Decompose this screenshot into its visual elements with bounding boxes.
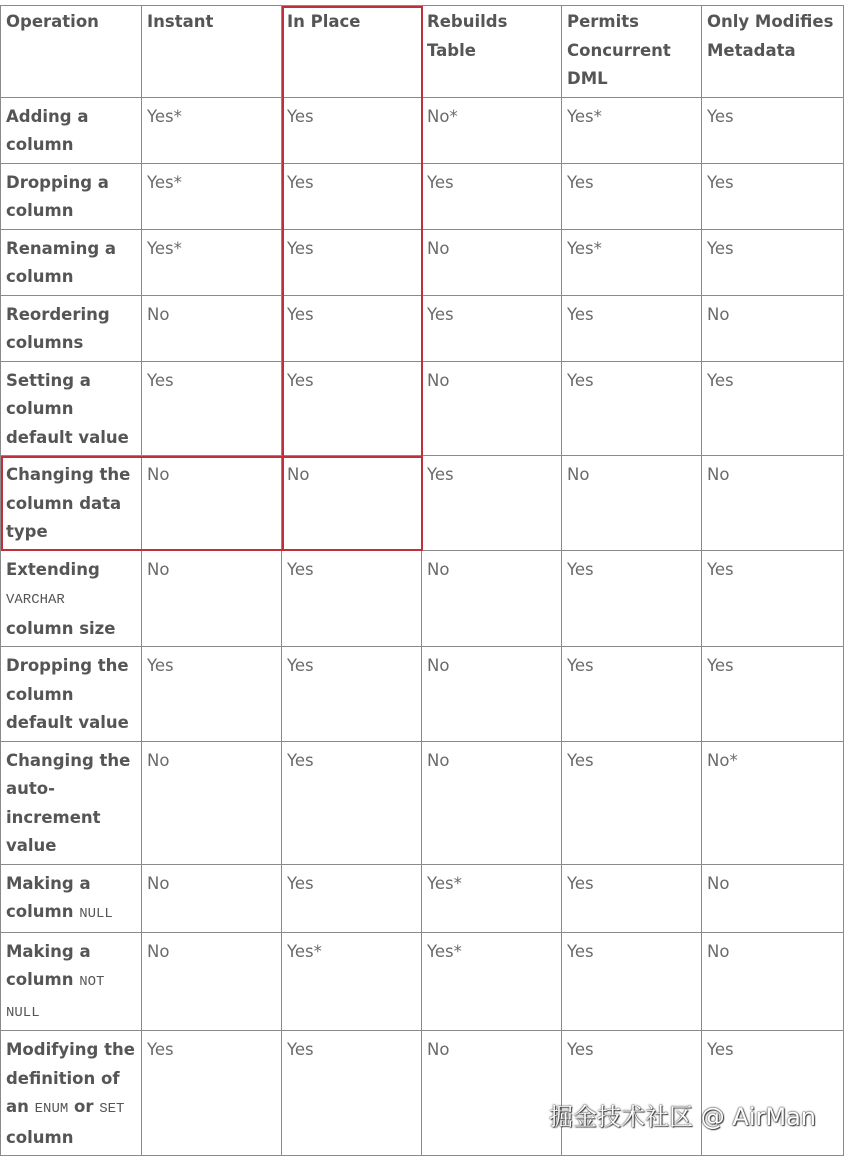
table-row — [1, 456, 844, 551]
operation-text: Renaming a column — [6, 238, 117, 286]
table-header — [1, 6, 844, 98]
operation-cell — [1, 550, 142, 647]
value-cell: Yes — [282, 741, 422, 864]
column-header: Instant — [142, 6, 282, 98]
value-cell: Yes* — [562, 97, 702, 163]
operation-text: or — [68, 1097, 100, 1116]
value-cell: No — [702, 932, 844, 1031]
operation-text: Changing the auto-increment value — [6, 750, 131, 855]
table-row — [1, 163, 844, 229]
value-cell: Yes — [282, 1031, 422, 1156]
value-cell: Yes — [282, 229, 422, 295]
operation-text: Making a column — [6, 941, 91, 989]
code-keyword: SET — [99, 1101, 125, 1117]
value-cell: Yes — [562, 1031, 702, 1156]
operation-text: Changing the column data type — [6, 465, 131, 541]
value-cell: Yes — [282, 361, 422, 456]
value-cell: Yes — [562, 361, 702, 456]
value-cell: No — [702, 456, 844, 551]
value-cell: Yes* — [422, 932, 562, 1031]
value-cell: No — [562, 456, 702, 551]
value-cell: Yes* — [142, 97, 282, 163]
value-cell: Yes* — [562, 229, 702, 295]
value-cell: Yes — [282, 163, 422, 229]
table-row — [1, 932, 844, 1031]
column-header: Operation — [1, 6, 142, 98]
value-cell: Yes — [702, 163, 844, 229]
operation-cell — [1, 741, 142, 864]
value-cell: Yes* — [142, 163, 282, 229]
operation-cell — [1, 932, 142, 1031]
operation-cell — [1, 456, 142, 551]
operation-cell — [1, 864, 142, 932]
value-cell: No* — [702, 741, 844, 864]
table-row — [1, 229, 844, 295]
operation-text: Dropping a column — [6, 172, 109, 220]
value-cell: Yes — [702, 1031, 844, 1156]
operation-text: Reordering columns — [6, 304, 110, 352]
header-row — [1, 6, 844, 98]
value-cell: Yes — [142, 1031, 282, 1156]
table-row — [1, 97, 844, 163]
operation-cell — [1, 229, 142, 295]
watermark: 掘金技术社区 @ AirMan — [549, 1103, 816, 1131]
operation-cell — [1, 163, 142, 229]
value-cell: Yes — [562, 550, 702, 647]
value-cell: Yes — [422, 295, 562, 361]
value-cell: Yes* — [282, 932, 422, 1031]
value-cell: No — [422, 229, 562, 295]
value-cell: Yes — [282, 864, 422, 932]
value-cell: Yes — [282, 647, 422, 742]
value-cell: No — [422, 550, 562, 647]
operation-text: Making a column — [6, 873, 91, 921]
value-cell: Yes — [702, 647, 844, 742]
table-row — [1, 741, 844, 864]
column-header: In Place — [282, 6, 422, 98]
value-cell: No* — [422, 97, 562, 163]
code-keyword: ENUM — [34, 1101, 69, 1117]
table-row — [1, 361, 844, 456]
value-cell: No — [422, 361, 562, 456]
code-keyword: VARCHAR — [6, 592, 65, 608]
operation-text: column size — [6, 618, 116, 638]
operation-cell — [1, 647, 142, 742]
table-row — [1, 647, 844, 742]
operations-table — [0, 5, 844, 1156]
operation-text: Modifying the definition of an — [6, 1040, 135, 1116]
value-cell: No — [422, 1031, 562, 1156]
table-row — [1, 1031, 844, 1156]
value-cell: Yes — [562, 741, 702, 864]
value-cell: Yes* — [142, 229, 282, 295]
value-cell: Yes — [702, 361, 844, 456]
operation-cell — [1, 1031, 142, 1156]
operation-text: Adding a column — [6, 106, 89, 154]
code-keyword: NULL — [79, 906, 113, 922]
value-cell: Yes — [282, 295, 422, 361]
operation-cell — [1, 97, 142, 163]
value-cell: Yes — [422, 456, 562, 551]
value-cell: Yes — [562, 163, 702, 229]
column-header: Rebuilds Table — [422, 6, 562, 98]
value-cell: No — [422, 741, 562, 864]
value-cell: No — [702, 864, 844, 932]
value-cell: Yes — [282, 550, 422, 647]
operation-text: Setting a column default value — [6, 370, 129, 447]
value-cell: Yes — [562, 647, 702, 742]
value-cell: No — [142, 295, 282, 361]
value-cell: Yes* — [422, 864, 562, 932]
value-cell: No — [142, 741, 282, 864]
column-header: Permits Concurrent DML — [562, 6, 702, 98]
value-cell: Yes — [142, 647, 282, 742]
value-cell: Yes — [702, 550, 844, 647]
value-cell: Yes — [422, 163, 562, 229]
value-cell: Yes — [142, 361, 282, 456]
value-cell: No — [142, 550, 282, 647]
value-cell: Yes — [282, 97, 422, 163]
table-body — [1, 97, 844, 1156]
value-cell: Yes — [562, 864, 702, 932]
table-row — [1, 295, 844, 361]
code-keyword: NOT NULL — [6, 974, 105, 1021]
value-cell: No — [422, 647, 562, 742]
operation-text: Dropping the column default value — [6, 656, 129, 732]
value-cell: No — [282, 456, 422, 551]
table-row — [1, 864, 844, 932]
value-cell: Yes — [562, 295, 702, 361]
value-cell: No — [142, 456, 282, 551]
operation-text: Extending — [6, 559, 100, 579]
value-cell: Yes — [562, 932, 702, 1031]
value-cell: Yes — [702, 229, 844, 295]
value-cell: No — [142, 932, 282, 1031]
table-row — [1, 550, 844, 647]
value-cell: Yes — [702, 97, 844, 163]
operation-cell — [1, 361, 142, 456]
operation-text: column — [6, 1127, 74, 1147]
value-cell: No — [142, 864, 282, 932]
column-header: Only Modifies Metadata — [702, 6, 844, 98]
value-cell: No — [702, 295, 844, 361]
operation-cell — [1, 295, 142, 361]
